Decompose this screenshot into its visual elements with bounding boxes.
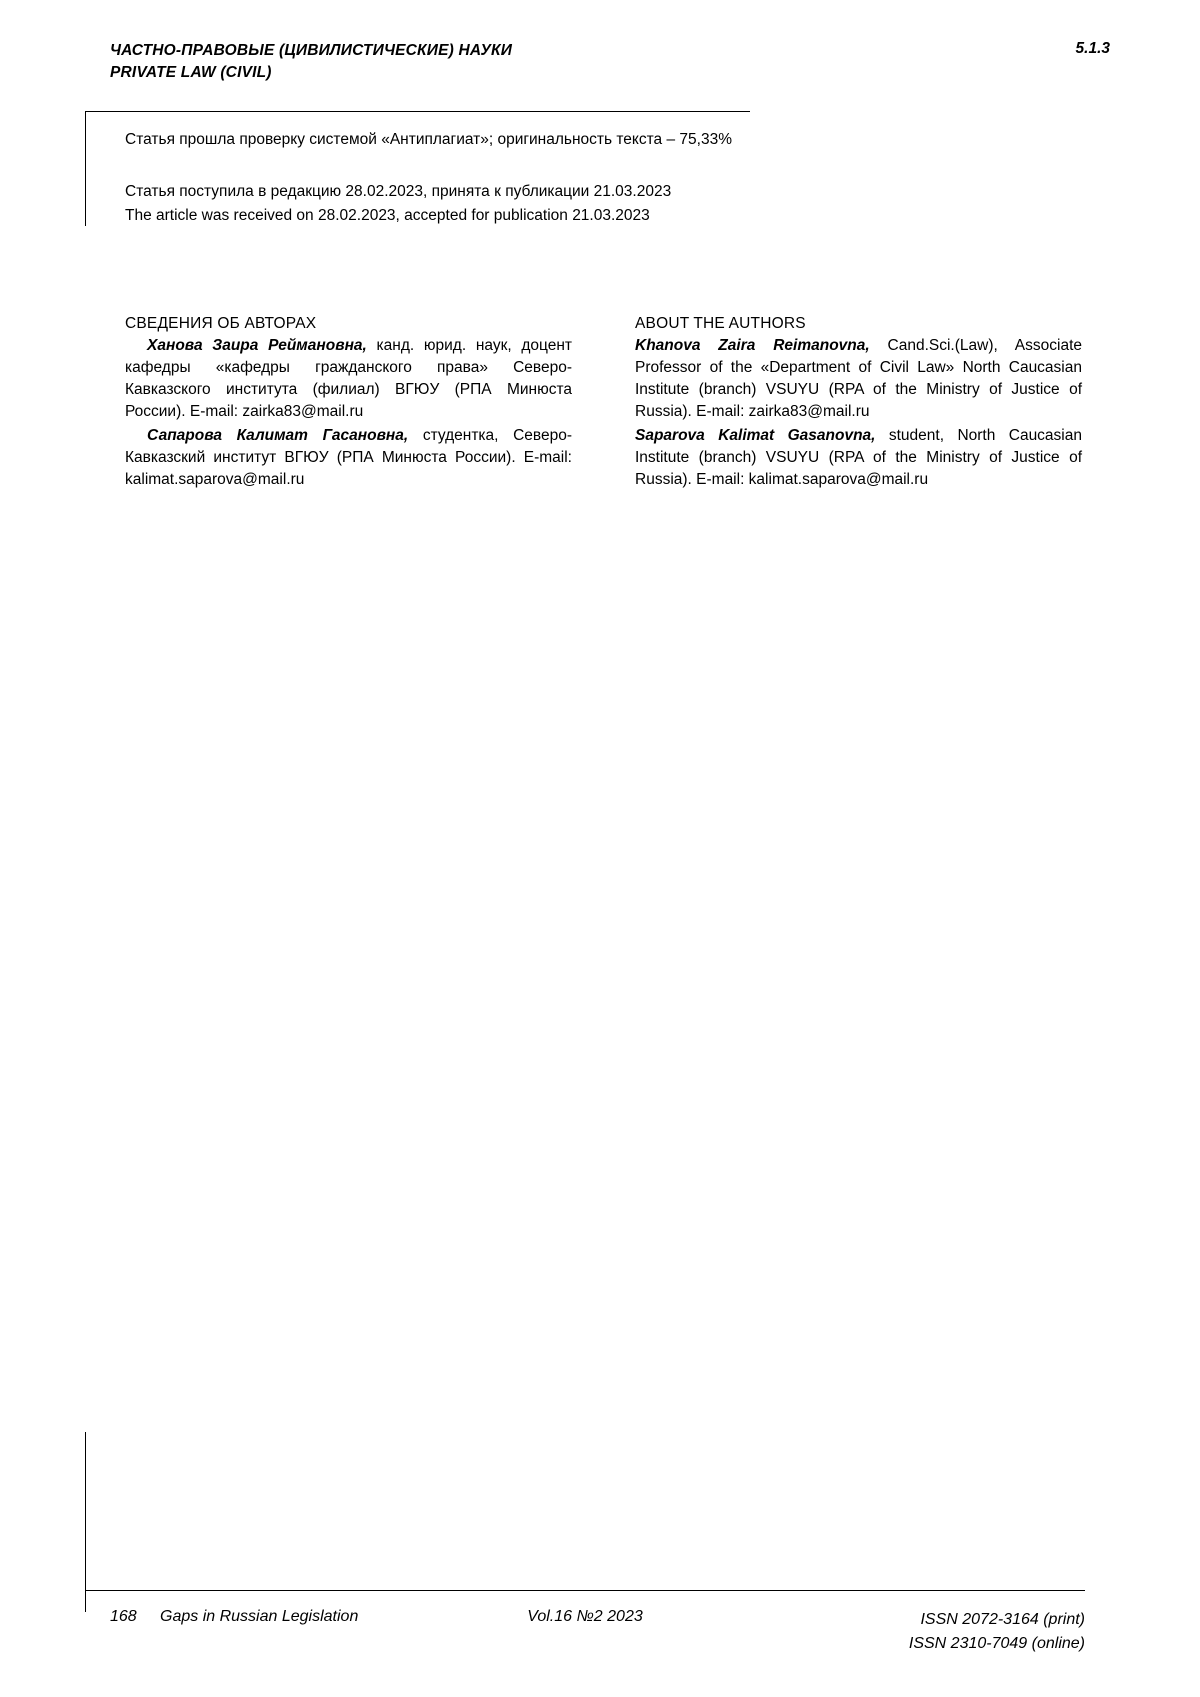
- received-notice-ru: Статья поступила в редакцию 28.02.2023, принята к публикации 21.03.2023: [125, 183, 672, 201]
- footer-divider: [85, 1590, 1085, 1591]
- issn-online: ISSN 2310-7049 (online): [908, 1635, 1085, 1652]
- author-entry-en-2: [635, 425, 1082, 491]
- author-name-ru-2: Сапарова Калимат Гасановна,: [147, 427, 409, 444]
- author-details-ru-1: канд. юрид. наук, доцент кафедры «кафедры гражданского права» Северо-Кавказского института (филиал) ВГЮУ (РПА Минюста России). E-mail: zairka83@mail.ru: [125, 337, 573, 420]
- issn-block: [909, 1608, 1085, 1656]
- antiplagiarism-notice: Статья прошла проверку системой «Антиплагиат»; оригинальность текста – 75,33%: [125, 131, 732, 148]
- issn-print: ISSN 2072-3164 (print): [920, 1611, 1085, 1628]
- authors-heading-ru: СВЕДЕНИЯ ОБ АВТОРАХ: [125, 315, 317, 332]
- authors-heading-en: ABOUT THE AUTHORS: [635, 315, 806, 332]
- notices-block: [125, 128, 1025, 228]
- submission-dates: [125, 180, 1025, 228]
- footer-vertical-rule: [85, 1432, 86, 1612]
- page-number: 168: [110, 1608, 137, 1625]
- received-notice-en: The article was received on 28.02.2023, accepted for publication 21.03.2023: [125, 207, 650, 225]
- author-name-ru-1: Ханова Заира Реймановна,: [147, 337, 367, 354]
- author-details-en-1: Cand.Sci.(Law), Associate Professor of the «Department of Civil Law» North Caucasian Institute (branch) VSUYU (RPA of the Ministry of Justice of Russia). E-mail: zairka83@mail.ru: [635, 337, 1082, 420]
- author-entry-ru-1: [125, 335, 572, 423]
- header-divider: [85, 111, 750, 112]
- page-footer: [85, 1600, 1085, 1670]
- author-entry-ru-2: [125, 425, 572, 491]
- authors-column-en: [635, 315, 1082, 491]
- authors-column-ru: [125, 315, 572, 491]
- header-vertical-rule: [85, 111, 86, 226]
- header-title-ru: ЧАСТНО-ПРАВОВЫЕ (ЦИВИЛИСТИЧЕСКИЕ) НАУКИ: [110, 42, 513, 59]
- journal-name: Gaps in Russian Legislation: [160, 1608, 359, 1625]
- header-section-code: 5.1.3: [1075, 40, 1110, 57]
- author-entry-en-1: [635, 335, 1082, 423]
- author-name-en-1: Khanova Zaira Reimanovna,: [635, 337, 870, 354]
- volume-issue: Vol.16 №2 2023: [527, 1608, 643, 1625]
- header-section-title: [110, 40, 512, 85]
- author-name-en-2: Saparova Kalimat Gasanovna,: [635, 427, 876, 444]
- author-details-ru-2: студентка, Северо-Кавказский институт ВГЮУ (РПА Минюста России). E-mail: kalimat.saparova@mail.ru: [125, 427, 572, 488]
- authors-section: [125, 315, 1085, 491]
- header-title-en: PRIVATE LAW (CIVIL): [110, 64, 272, 82]
- author-details-en-2: student, North Caucasian Institute (branch) VSUYU (RPA of the Ministry of Justice of Russia). E-mail: kalimat.saparova@mail.ru: [635, 427, 1082, 488]
